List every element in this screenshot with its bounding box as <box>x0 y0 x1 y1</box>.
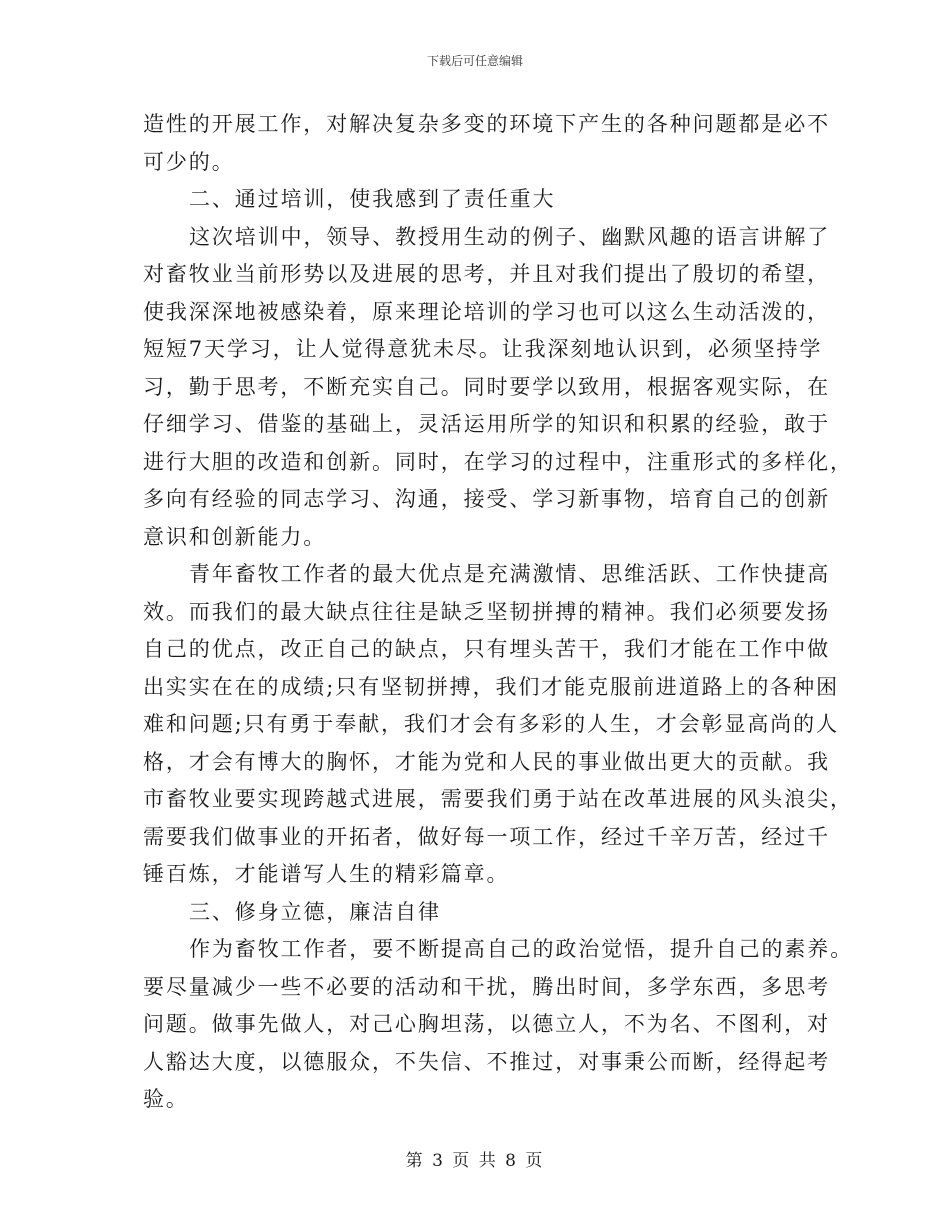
body-line: 人豁达大度，以德服众，不失信、不推过，对事秉公而断，经得起考 <box>143 1049 830 1074</box>
body-line: 自己的优点，改正自己的缺点，只有埋头苦干，我们才能在工作中做 <box>143 637 830 661</box>
body-line: 问题。做事先做人，对己心胸坦荡，以德立人，不为名、不图利，对 <box>143 1012 830 1036</box>
total-pages-number: 8 <box>505 1151 518 1171</box>
body-line: 格，才会有博大的胸怀，才能为党和人民的事业做出更大的贡献。我 <box>143 749 830 774</box>
body-line: 短短7天学习，让人觉得意犹未尽。让我深刻地认识到，必须坚持学 <box>143 337 823 361</box>
body-line: 习，勤于思考，不断充实自己。同时要学以致用，根据客观实际，在 <box>143 374 830 399</box>
footer-prefix: 第 <box>405 1151 425 1171</box>
body-line: 青年畜牧工作者的最大优点是充满激情、思维活跃、工作快捷高 <box>189 562 831 586</box>
current-page-number: 3 <box>432 1151 445 1171</box>
page-header-note: 下载后可任意编辑 <box>426 54 523 68</box>
body-line: 这次培训中，领导、教授用生动的例子、幽默风趣的语言讲解了 <box>189 224 831 249</box>
body-line: 出实实在在的成绩;只有坚韧拼搏，我们才能克服前进道路上的各种困 <box>143 674 839 699</box>
page-number-footer <box>0 1150 950 1172</box>
body-line: 需要我们做事业的开拓者，做好每一项工作，经过千辛万苦，经过千 <box>143 824 830 849</box>
body-line: 要尽量减少一些不必要的活动和干扰，腾出时间，多学东西，多思考 <box>143 974 830 999</box>
body-line: 使我深深地被感染着，原来理论培训的学习也可以这么生动活泼的， <box>143 299 830 324</box>
body-line: 市畜牧业要实现跨越式进展，需要我们勇于站在改革进展的风头浪尖， <box>143 787 853 811</box>
section-heading-2: 二、通过培训，使我感到了责任重大 <box>189 187 556 211</box>
body-line: 效。而我们的最大缺点往往是缺乏坚韧拼搏的精神。我们必须要发扬 <box>143 599 830 624</box>
body-line: 对畜牧业当前形势以及进展的思考，并且对我们提出了殷切的希望， <box>143 262 830 286</box>
body-line: 难和问题;只有勇于奉献，我们才会有多彩的人生，才会彰显高尚的人 <box>143 712 839 736</box>
body-line: 作为畜牧工作者，要不断提高自己的政治觉悟，提升自己的素养。 <box>189 937 854 961</box>
body-line: 多向有经验的同志学习、沟通，接受、学习新事物，培育自己的创新 <box>143 487 830 511</box>
body-line: 仔细学习、借鉴的基础上，灵活运用所学的知识和积累的经验，敢于 <box>143 412 830 436</box>
body-line: 意识和创新能力。 <box>143 524 327 549</box>
footer-suffix: 页 <box>525 1151 545 1171</box>
section-heading-3: 三、修身立德，廉洁自律 <box>189 899 441 924</box>
footer-mid: 页 共 <box>452 1151 498 1171</box>
body-line: 造性的开展工作，对解决复杂多变的环境下产生的各种问题都是必不 <box>143 112 830 136</box>
body-line: 验。 <box>143 1087 189 1111</box>
body-line: 进行大胆的改造和创新。同时，在学习的过程中，注重形式的多样化， <box>143 449 853 474</box>
body-line: 锤百炼，才能谱写人生的精彩篇章。 <box>143 862 510 886</box>
document-body <box>143 106 854 1119</box>
body-line: 可少的。 <box>143 149 235 174</box>
